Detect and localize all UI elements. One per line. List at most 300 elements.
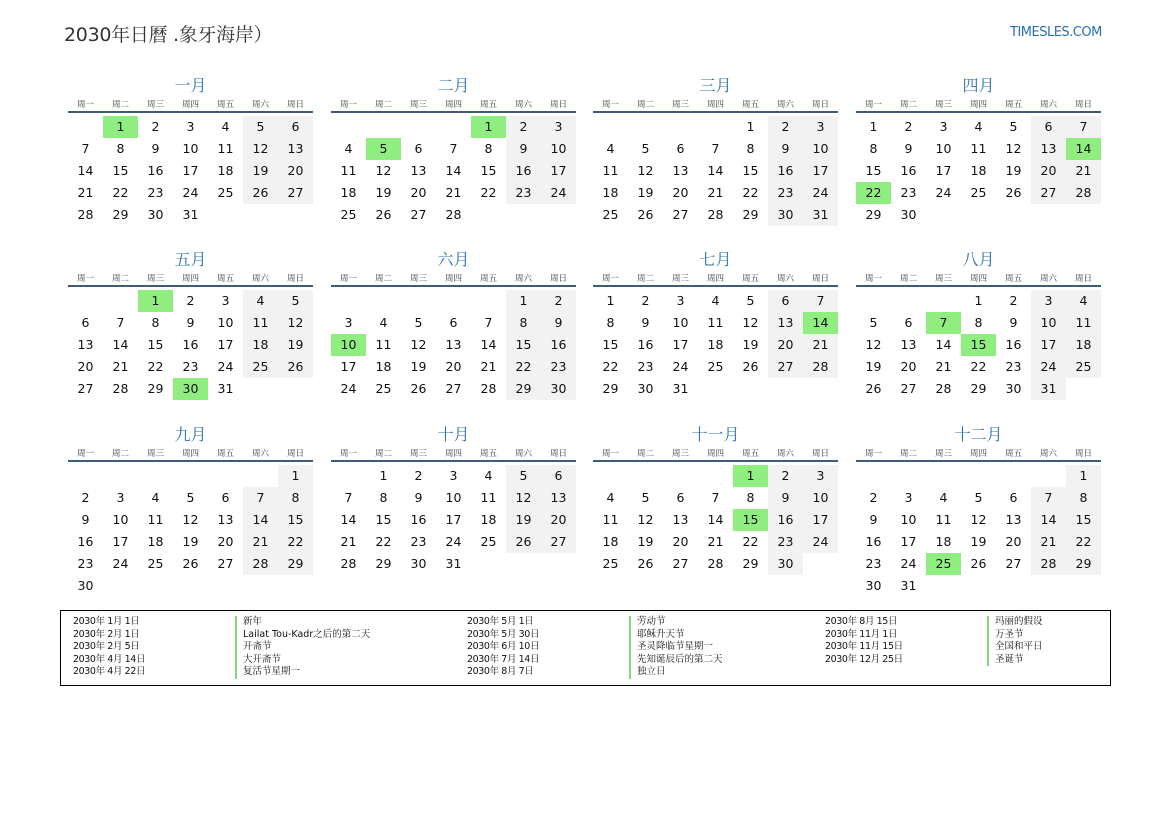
weekday-label: 周三 bbox=[409, 449, 427, 459]
weekday-label: 周五 bbox=[216, 274, 234, 284]
weekday-header bbox=[856, 446, 1101, 462]
day-cell: 7 bbox=[344, 490, 353, 505]
day-cell: 5 bbox=[641, 141, 650, 156]
day-cell: 24 bbox=[935, 185, 952, 200]
day-cell: 24 bbox=[541, 182, 576, 204]
day-cell: 14 bbox=[77, 163, 94, 178]
day-cell: 19 bbox=[865, 359, 882, 374]
day-cell: 17 bbox=[217, 337, 234, 352]
weekday-label: 周二 bbox=[636, 449, 654, 459]
empty-cell bbox=[68, 465, 103, 487]
day-cell: 28 bbox=[77, 207, 94, 222]
day-cell: 20 bbox=[672, 534, 689, 549]
day-cell: 6 bbox=[676, 490, 685, 505]
month-name: 三月 bbox=[699, 76, 732, 95]
day-cell: 7 bbox=[1066, 116, 1101, 138]
day-cell: 14 bbox=[935, 337, 952, 352]
day-cell: 15 bbox=[865, 163, 882, 178]
day-cell: 3 bbox=[803, 465, 838, 487]
brand-link[interactable]: TIMESLES.COM bbox=[1010, 25, 1102, 40]
day-cell: 23 bbox=[768, 182, 803, 204]
day-cell: 5 bbox=[869, 315, 878, 330]
day-cell: 11 bbox=[602, 512, 619, 527]
day-cell: 13 bbox=[217, 512, 234, 527]
holiday-legend-item bbox=[825, 654, 1024, 667]
day-cell: 31 bbox=[672, 381, 689, 396]
day-cell: 30 bbox=[147, 207, 164, 222]
day-cell: 22 bbox=[278, 531, 313, 553]
weekday-label: 周三 bbox=[934, 449, 952, 459]
day-cell: 15 bbox=[742, 163, 759, 178]
day-cell: 29 bbox=[865, 207, 882, 222]
day-cell: 21 bbox=[935, 359, 952, 374]
day-cell: 16 bbox=[147, 163, 164, 178]
day-cell: 27 bbox=[900, 381, 917, 396]
day-cell: 21 bbox=[480, 359, 497, 374]
day-cell: 29 bbox=[1066, 553, 1101, 575]
day-cell: 29 bbox=[602, 381, 619, 396]
day-cell: 6 bbox=[1031, 116, 1066, 138]
day-cell: 20 bbox=[768, 334, 803, 356]
day-cell: 27 bbox=[541, 531, 576, 553]
day-cell: 26 bbox=[1005, 185, 1022, 200]
weekday-label: 周三 bbox=[671, 449, 689, 459]
holiday-name: 全国和平日 bbox=[987, 641, 1043, 654]
day-cell: 18 bbox=[602, 185, 619, 200]
day-cell: 15 bbox=[480, 163, 497, 178]
day-cell: 6 bbox=[768, 290, 803, 312]
weekday-header bbox=[68, 271, 313, 287]
day-cell: 23 bbox=[506, 182, 541, 204]
day-cell: 26 bbox=[637, 556, 654, 571]
day-cell: 7 bbox=[1031, 487, 1066, 509]
holiday-day-cell: 10 bbox=[331, 334, 366, 356]
weekday-label: 周四 bbox=[181, 100, 199, 110]
day-cell: 17 bbox=[182, 163, 199, 178]
empty-cell bbox=[331, 465, 366, 487]
weekday-label: 周六 bbox=[1039, 449, 1057, 459]
weekday-label: 周一 bbox=[339, 449, 357, 459]
day-cell: 9 bbox=[541, 312, 576, 334]
day-cell: 1 bbox=[606, 293, 615, 308]
day-cell: 26 bbox=[742, 359, 759, 374]
holiday-name: 开斋节 bbox=[235, 641, 272, 654]
weekday-header bbox=[593, 271, 838, 287]
weekday-label: 周六 bbox=[776, 449, 794, 459]
day-cell: 23 bbox=[77, 556, 94, 571]
day-cell: 6 bbox=[1009, 490, 1018, 505]
day-cell: 26 bbox=[637, 207, 654, 222]
day-cell: 24 bbox=[1031, 356, 1066, 378]
weekday-label: 周日 bbox=[286, 100, 304, 110]
empty-cell bbox=[926, 465, 961, 487]
day-cell: 27 bbox=[217, 556, 234, 571]
day-cell: 12 bbox=[1005, 141, 1022, 156]
day-cell: 18 bbox=[340, 185, 357, 200]
holiday-legend-item bbox=[467, 666, 666, 679]
weekday-label: 周二 bbox=[374, 100, 392, 110]
holiday-day-cell: 22 bbox=[856, 182, 891, 204]
weekday-label: 周二 bbox=[899, 449, 917, 459]
day-cell: 4 bbox=[711, 293, 720, 308]
day-cell: 13 bbox=[541, 487, 576, 509]
day-cell: 31 bbox=[803, 204, 838, 226]
day-cell: 13 bbox=[410, 163, 427, 178]
day-cell: 6 bbox=[278, 116, 313, 138]
weekday-label: 周一 bbox=[339, 100, 357, 110]
day-grid bbox=[331, 290, 576, 400]
day-cell: 16 bbox=[77, 534, 94, 549]
day-cell: 28 bbox=[1066, 182, 1101, 204]
day-cell: 15 bbox=[147, 337, 164, 352]
holiday-legend-item bbox=[73, 666, 300, 679]
weekday-label: 周三 bbox=[409, 274, 427, 284]
month-name: 一月 bbox=[174, 76, 207, 95]
day-cell: 29 bbox=[375, 556, 392, 571]
empty-cell bbox=[436, 290, 471, 312]
day-cell: 10 bbox=[541, 138, 576, 160]
holiday-date: 2030年 11月 1日 bbox=[825, 628, 898, 640]
day-cell: 15 bbox=[375, 512, 392, 527]
day-cell: 11 bbox=[935, 512, 952, 527]
day-cell: 10 bbox=[935, 141, 952, 156]
day-cell: 30 bbox=[410, 556, 427, 571]
day-cell: 23 bbox=[541, 356, 576, 378]
day-cell: 2 bbox=[1009, 293, 1018, 308]
day-cell: 1 bbox=[974, 293, 983, 308]
day-cell: 7 bbox=[711, 141, 720, 156]
weekday-label: 周四 bbox=[706, 449, 724, 459]
day-cell: 10 bbox=[1031, 312, 1066, 334]
month-3 bbox=[593, 75, 838, 226]
empty-cell bbox=[471, 290, 506, 312]
weekday-label: 周日 bbox=[1074, 100, 1092, 110]
day-cell: 21 bbox=[1066, 160, 1101, 182]
weekday-label: 周四 bbox=[969, 274, 987, 284]
holiday-date: 2030年 7月 14日 bbox=[467, 653, 540, 665]
weekday-label: 周一 bbox=[864, 274, 882, 284]
day-cell: 13 bbox=[900, 337, 917, 352]
day-cell: 9 bbox=[768, 487, 803, 509]
day-cell: 19 bbox=[637, 185, 654, 200]
empty-cell bbox=[103, 465, 138, 487]
day-cell: 24 bbox=[340, 381, 357, 396]
day-cell: 21 bbox=[340, 534, 357, 549]
holiday-date: 2030年 2月 5日 bbox=[73, 641, 140, 653]
day-cell: 11 bbox=[340, 163, 357, 178]
weekday-label: 周日 bbox=[811, 274, 829, 284]
day-cell: 2 bbox=[641, 293, 650, 308]
day-cell: 12 bbox=[637, 163, 654, 178]
empty-cell bbox=[628, 465, 663, 487]
day-cell: 22 bbox=[602, 359, 619, 374]
holiday-name: 大开斋节 bbox=[235, 654, 281, 667]
holiday-legend-item bbox=[825, 629, 1024, 642]
weekday-label: 周六 bbox=[1039, 100, 1057, 110]
day-cell: 28 bbox=[112, 381, 129, 396]
day-cell: 26 bbox=[243, 182, 278, 204]
day-cell: 17 bbox=[900, 534, 917, 549]
day-cell: 17 bbox=[803, 509, 838, 531]
holiday-name: 复活节星期一 bbox=[235, 666, 300, 679]
day-cell: 11 bbox=[147, 512, 164, 527]
day-cell: 28 bbox=[707, 207, 724, 222]
empty-cell bbox=[996, 465, 1031, 487]
empty-cell bbox=[856, 290, 891, 312]
day-cell: 8 bbox=[746, 141, 755, 156]
empty-cell bbox=[401, 290, 436, 312]
weekday-label: 周二 bbox=[374, 449, 392, 459]
holiday-legend-item bbox=[467, 641, 713, 654]
holiday-day-cell: 14 bbox=[1066, 138, 1101, 160]
day-grid bbox=[331, 116, 576, 226]
day-cell: 18 bbox=[217, 163, 234, 178]
weekday-label: 周二 bbox=[636, 100, 654, 110]
month-4 bbox=[856, 75, 1101, 226]
holiday-legend-item bbox=[825, 641, 1043, 654]
month-9 bbox=[68, 424, 313, 597]
day-cell: 27 bbox=[445, 381, 462, 396]
day-cell: 25 bbox=[602, 556, 619, 571]
holiday-day-cell: 14 bbox=[803, 312, 838, 334]
day-cell: 11 bbox=[707, 315, 724, 330]
day-cell: 12 bbox=[970, 512, 987, 527]
day-cell: 25 bbox=[707, 359, 724, 374]
empty-cell bbox=[138, 465, 173, 487]
day-cell: 4 bbox=[243, 290, 278, 312]
weekday-label: 周三 bbox=[146, 274, 164, 284]
empty-cell bbox=[366, 290, 401, 312]
day-cell: 19 bbox=[182, 534, 199, 549]
holiday-date: 2030年 12月 25日 bbox=[825, 653, 903, 665]
weekday-label: 周二 bbox=[636, 274, 654, 284]
month-12 bbox=[856, 424, 1101, 597]
holiday-legend-item bbox=[467, 654, 723, 667]
day-cell: 16 bbox=[1005, 337, 1022, 352]
day-cell: 4 bbox=[1066, 290, 1101, 312]
day-cell: 25 bbox=[243, 356, 278, 378]
holiday-legend-item bbox=[73, 641, 272, 654]
day-cell: 8 bbox=[151, 315, 160, 330]
day-cell: 2 bbox=[541, 290, 576, 312]
day-cell: 4 bbox=[606, 490, 615, 505]
day-cell: 7 bbox=[484, 315, 493, 330]
day-cell: 10 bbox=[672, 315, 689, 330]
month-11 bbox=[593, 424, 838, 575]
day-cell: 22 bbox=[112, 185, 129, 200]
day-cell: 11 bbox=[243, 312, 278, 334]
day-cell: 22 bbox=[742, 534, 759, 549]
day-cell: 17 bbox=[340, 359, 357, 374]
day-cell: 15 bbox=[278, 509, 313, 531]
day-cell: 27 bbox=[77, 381, 94, 396]
weekday-label: 周六 bbox=[251, 449, 269, 459]
day-cell: 4 bbox=[221, 119, 230, 134]
day-cell: 24 bbox=[217, 359, 234, 374]
weekday-label: 周五 bbox=[479, 449, 497, 459]
day-cell: 2 bbox=[414, 468, 423, 483]
weekday-label: 周五 bbox=[1004, 100, 1022, 110]
day-cell: 7 bbox=[449, 141, 458, 156]
weekday-label: 周日 bbox=[286, 274, 304, 284]
day-cell: 16 bbox=[410, 512, 427, 527]
day-cell: 8 bbox=[116, 141, 125, 156]
day-grid bbox=[856, 116, 1101, 226]
empty-cell bbox=[208, 465, 243, 487]
holiday-day-cell: 1 bbox=[138, 290, 173, 312]
weekday-label: 周一 bbox=[339, 274, 357, 284]
weekday-label: 周四 bbox=[444, 449, 462, 459]
holiday-date: 2030年 4月 22日 bbox=[73, 666, 146, 678]
day-cell: 17 bbox=[541, 160, 576, 182]
day-cell: 3 bbox=[904, 490, 913, 505]
day-grid bbox=[856, 465, 1101, 597]
day-cell: 3 bbox=[116, 490, 125, 505]
day-cell: 13 bbox=[672, 512, 689, 527]
day-cell: 12 bbox=[182, 512, 199, 527]
day-cell: 21 bbox=[445, 185, 462, 200]
day-cell: 11 bbox=[1066, 312, 1101, 334]
holiday-day-cell: 15 bbox=[733, 509, 768, 531]
day-cell: 2 bbox=[186, 293, 195, 308]
holiday-date: 2030年 8月 15日 bbox=[825, 616, 898, 627]
day-cell: 8 bbox=[1066, 487, 1101, 509]
weekday-label: 周五 bbox=[479, 100, 497, 110]
day-cell: 21 bbox=[803, 334, 838, 356]
day-cell: 7 bbox=[803, 290, 838, 312]
day-cell: 22 bbox=[742, 185, 759, 200]
day-cell: 26 bbox=[410, 381, 427, 396]
day-cell: 14 bbox=[112, 337, 129, 352]
day-cell: 20 bbox=[278, 160, 313, 182]
weekday-label: 周三 bbox=[934, 274, 952, 284]
day-cell: 6 bbox=[449, 315, 458, 330]
day-cell: 20 bbox=[445, 359, 462, 374]
weekday-label: 周六 bbox=[251, 274, 269, 284]
empty-cell bbox=[436, 116, 471, 138]
day-cell: 24 bbox=[803, 531, 838, 553]
weekday-label: 周六 bbox=[514, 100, 532, 110]
day-cell: 9 bbox=[414, 490, 423, 505]
day-cell: 17 bbox=[935, 163, 952, 178]
day-cell: 15 bbox=[602, 337, 619, 352]
day-cell: 2 bbox=[81, 490, 90, 505]
day-cell: 9 bbox=[186, 315, 195, 330]
holiday-day-cell: 30 bbox=[173, 378, 208, 400]
weekday-label: 周四 bbox=[969, 100, 987, 110]
weekday-label: 周日 bbox=[1074, 274, 1092, 284]
day-cell: 25 bbox=[970, 185, 987, 200]
day-cell: 27 bbox=[1005, 556, 1022, 571]
day-cell: 13 bbox=[278, 138, 313, 160]
day-cell: 5 bbox=[243, 116, 278, 138]
day-cell: 5 bbox=[186, 490, 195, 505]
day-cell: 14 bbox=[1031, 509, 1066, 531]
day-cell: 10 bbox=[112, 512, 129, 527]
day-cell: 23 bbox=[410, 534, 427, 549]
day-cell: 15 bbox=[506, 334, 541, 356]
day-cell: 3 bbox=[344, 315, 353, 330]
day-cell: 10 bbox=[445, 490, 462, 505]
day-cell: 27 bbox=[672, 556, 689, 571]
day-cell: 21 bbox=[1031, 531, 1066, 553]
day-cell: 17 bbox=[672, 337, 689, 352]
day-cell: 7 bbox=[711, 490, 720, 505]
day-cell: 1 bbox=[379, 468, 388, 483]
weekday-label: 周五 bbox=[741, 449, 759, 459]
day-cell: 9 bbox=[768, 138, 803, 160]
holiday-legend-item bbox=[73, 616, 262, 629]
day-cell: 19 bbox=[637, 534, 654, 549]
day-cell: 18 bbox=[243, 334, 278, 356]
day-cell: 24 bbox=[672, 359, 689, 374]
day-grid bbox=[68, 116, 313, 226]
day-cell: 30 bbox=[900, 207, 917, 222]
day-cell: 11 bbox=[480, 490, 497, 505]
empty-cell bbox=[173, 465, 208, 487]
day-cell: 3 bbox=[186, 119, 195, 134]
day-cell: 6 bbox=[676, 141, 685, 156]
empty-cell bbox=[331, 116, 366, 138]
day-cell: 11 bbox=[602, 163, 619, 178]
day-cell: 15 bbox=[112, 163, 129, 178]
weekday-label: 周四 bbox=[969, 449, 987, 459]
day-cell: 23 bbox=[865, 556, 882, 571]
holiday-name: 玛丽的假设 bbox=[987, 616, 1043, 629]
day-cell: 21 bbox=[77, 185, 94, 200]
day-cell: 1 bbox=[746, 119, 755, 134]
day-grid bbox=[856, 290, 1101, 400]
day-cell: 8 bbox=[379, 490, 388, 505]
weekday-label: 周六 bbox=[776, 100, 794, 110]
weekday-header bbox=[331, 97, 576, 113]
weekday-header bbox=[331, 446, 576, 462]
day-cell: 4 bbox=[939, 490, 948, 505]
holiday-name: 劳动节 bbox=[629, 616, 666, 629]
day-cell: 29 bbox=[278, 553, 313, 575]
day-cell: 14 bbox=[480, 337, 497, 352]
day-cell: 20 bbox=[1031, 160, 1066, 182]
day-cell: 13 bbox=[445, 337, 462, 352]
day-cell: 22 bbox=[1066, 531, 1101, 553]
empty-cell bbox=[68, 116, 103, 138]
holiday-legend bbox=[60, 610, 1111, 686]
day-cell: 29 bbox=[742, 556, 759, 571]
weekday-header bbox=[856, 97, 1101, 113]
day-cell: 29 bbox=[742, 207, 759, 222]
holiday-date: 2030年 2月 1日 bbox=[73, 628, 140, 640]
day-cell: 18 bbox=[480, 512, 497, 527]
day-cell: 26 bbox=[865, 381, 882, 396]
day-cell: 18 bbox=[970, 163, 987, 178]
day-cell: 22 bbox=[375, 534, 392, 549]
weekday-header bbox=[68, 446, 313, 462]
day-cell: 16 bbox=[637, 337, 654, 352]
day-cell: 14 bbox=[707, 163, 724, 178]
day-cell: 1 bbox=[869, 119, 878, 134]
weekday-label: 周六 bbox=[776, 274, 794, 284]
day-cell: 21 bbox=[707, 534, 724, 549]
day-cell: 23 bbox=[768, 531, 803, 553]
day-cell: 8 bbox=[484, 141, 493, 156]
weekday-label: 周二 bbox=[111, 274, 129, 284]
day-cell: 26 bbox=[970, 556, 987, 571]
holiday-name: 圣灵降临节星期一 bbox=[629, 641, 713, 654]
weekday-label: 周五 bbox=[1004, 274, 1022, 284]
empty-cell bbox=[663, 116, 698, 138]
weekday-label: 周二 bbox=[111, 100, 129, 110]
weekday-label: 周三 bbox=[146, 100, 164, 110]
